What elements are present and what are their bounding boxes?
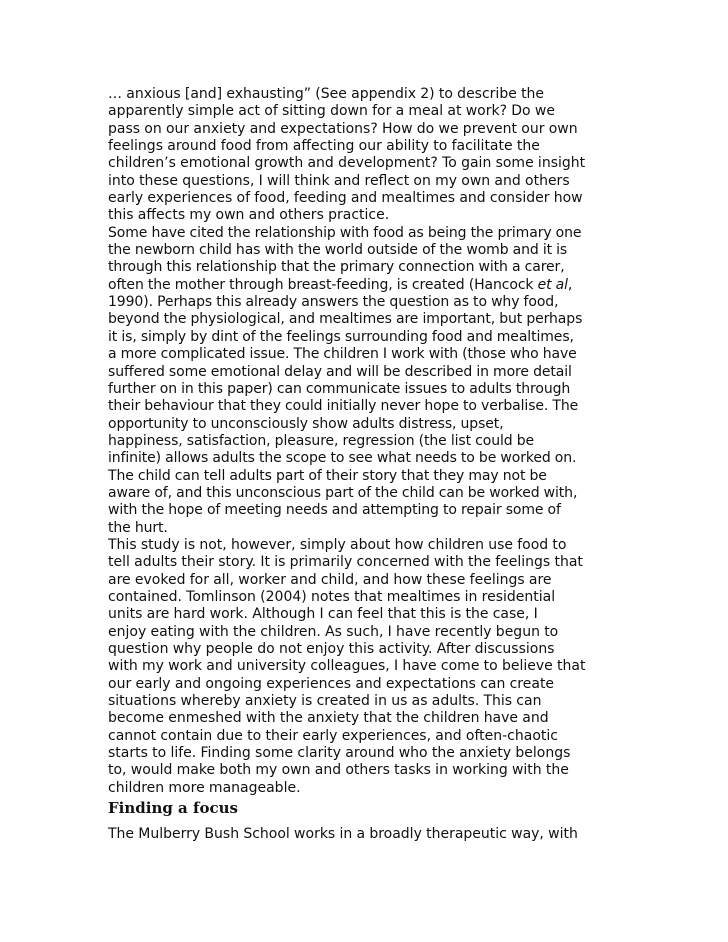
section-heading: Finding a focus	[108, 799, 238, 818]
paragraph-2-text-end: , 1990). Perhaps this already answers the question as to why food, beyond the physiological, and mealtimes are important, but perhaps it is, simply by dint of the feelings surrounding food and mealtimes, a more complicated issue. The children I work with (those who have suffered some emotional delay and will be described in more detail further on in this paper) can communicate issues to adults through their behaviour that they could initially never hope to verbalise. The opportunity to unconsciously show adults distress, upset, happiness, satisfaction, pleasure, regression (the list could be infinite) allows adults the scope to see what needs to be worked on. The child can tell adults part of their story that they may not be aware of, and this unconscious part of the child can be worked with, with the hope of meeting needs and attempting to repair some of the hurt.	[108, 276, 583, 536]
paragraph-2-text-start: Some have cited the relationship with food as being the primary one the newborn child has with the world outside of the womb and it is through this relationship that the primary connection with a carer, often the mother through breast-feeding, is created (Hancock	[108, 224, 582, 293]
italic-citation-et-al: et al	[537, 276, 568, 293]
body-paragraph-1: … anxious [and] exhausting” (See appendix 2) to describe the apparently simple act of sitting down for a meal at work? Do we pass on our anxiety and expectations? How do we prevent our own feelings around food from affecting our ability to facilitate the children’s emotional growth and development? To gain some insight into these questions, I will think and reflect on my own and others early experiences of food, feeding and mealtimes and consider how this affects my own and others practice.	[108, 86, 586, 224]
body-paragraph-3: This study is not, however, simply about how children use food to tell adults their story. It is primarily concerned with the feelings that are evoked for all, worker and child, and how these feelings are contained. Tomlinson (2004) notes that mealtimes in residential units are hard work. Although I can feel that this is the case, I enjoy eating with the children. As such, I have recently begun to question why people do not enjoy this activity. After discussions with my work and university colleagues, I have come to believe that our early and ongoing experiences and expectations can create situations whereby anxiety is created in us as adults. This can become enmeshed with the anxiety that the children have and cannot contain due to their early experiences, and often-chaotic starts to life. Finding some clarity around who the anxiety belongs to, would make both my own and others tasks in working with the children more manageable.	[108, 536, 586, 796]
body-paragraph-2	[108, 225, 604, 537]
document-page	[108, 86, 604, 843]
body-paragraph-4: The Mulberry Bush School works in a broadly therapeutic way, with	[108, 826, 578, 843]
